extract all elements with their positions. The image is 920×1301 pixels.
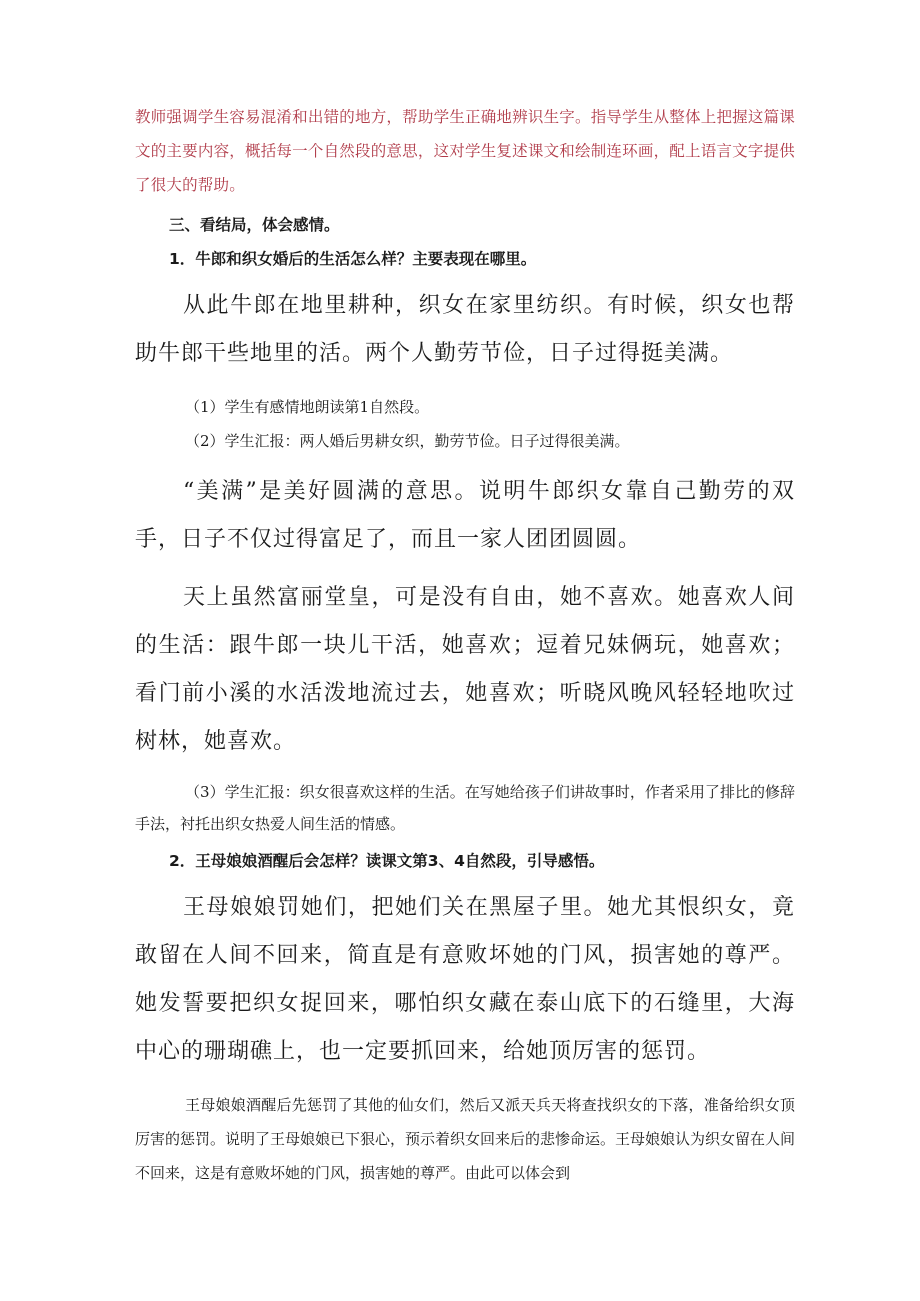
step-two-report: （2）学生汇报：两人婚后男耕女织，勤劳节俭。日子过得很美满。 <box>185 432 630 450</box>
analysis-paragraph: 王母娘娘酒醒后先惩罚了其他的仙女们，然后又派天兵天将查找织女的下落，准备给织女顶厉害的惩罚。说明了王母娘娘已下狠心，预示着织女回来后的悲惨命运。王母娘娘认为织女留在人间不回来，这是有意败坏她的门风，损害她的尊严。由此可以体会到 <box>135 1096 796 1182</box>
section-three-heading: 三、看结局，体会感情。 <box>169 216 340 234</box>
question-two-heading: 2．王母娘娘酒醒后会怎样？读课文第3、4自然段，引导感悟。 <box>169 852 605 870</box>
question-one-heading: 1．牛郎和织女婚后的生活怎么样？主要表现在哪里。 <box>169 250 537 268</box>
text-excerpt-queen-mother: 王母娘娘罚她们，把她们关在黑屋子里。她尤其恨织女，竟敢留在人间不回来，简直是有意败坏她的门风，损害她的尊严。她发誓要把织女捉回来，哪怕织女藏在泰山底下的石缝里，大海中心的珊瑚礁上，也一定要抓回来，给她顶厉害的惩罚。 <box>135 895 795 1064</box>
text-excerpt-zhinu-likes: 天上虽然富丽堂皇，可是没有自由，她不喜欢。她喜欢人间的生活：跟牛郎一块儿干活，她喜欢；逗着兄妹俩玩，她喜欢；看门前小溪的水活泼地流过去，她喜欢；听晓风晚风轻轻地吹过树林，她喜欢。 <box>135 585 795 754</box>
step-one-reading: （1）学生有感情地朗读第1自然段。 <box>185 398 430 416</box>
meiman-explanation: “美满”是美好圆满的意思。说明牛郎织女靠自己勤劳的双手，日子不仅过得富足了，而且一家人团团圆圆。 <box>135 479 795 552</box>
text-excerpt-farming: 从此牛郎在地里耕种，织女在家里纺织。有时候，织女也帮助牛郎干些地里的活。两个人勤劳节俭，日子过得挺美满。 <box>135 293 795 366</box>
document-page <box>135 100 795 1190</box>
step-three-report: （3）学生汇报：织女很喜欢这样的生活。在写她给孩子们讲故事时，作者采用了排比的修辞手法，衬托出织女热爱人间生活的情感。 <box>135 783 795 833</box>
teacher-note-paragraph: 教师强调学生容易混淆和出错的地方，帮助学生正确地辨识生字。指导学生从整体上把握这篇课文的主要内容，概括每一个自然段的意思，这对学生复述课文和绘制连环画，配上语言文字提供了很大的帮助。 <box>135 108 795 194</box>
